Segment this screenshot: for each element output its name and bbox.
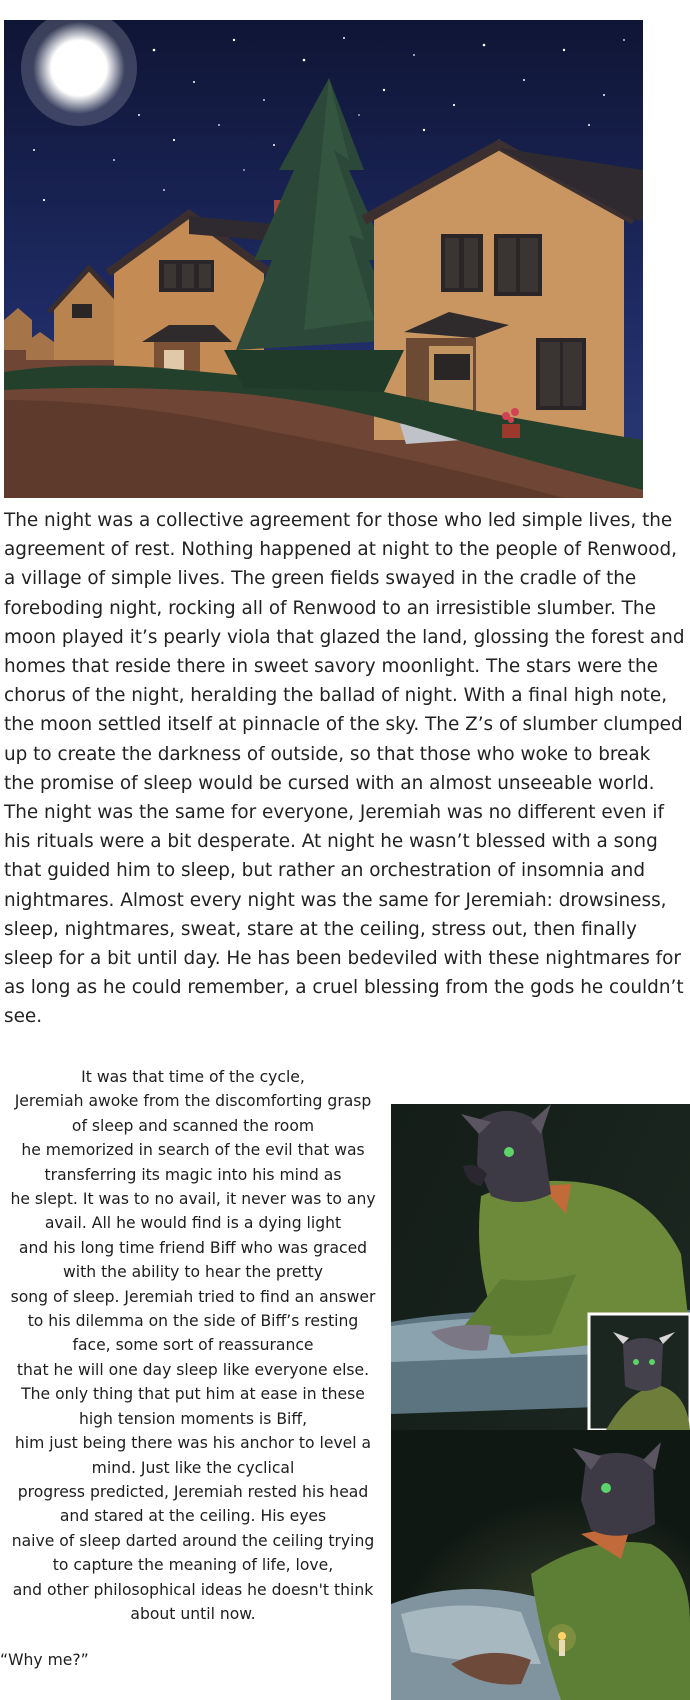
narration-line: and other philosophical ideas he doesn't think (12, 1580, 374, 1599)
narration-line: song of sleep. Jeremiah tried to find an answer (10, 1287, 376, 1306)
narration-line: naive of sleep darted around the ceiling trying (11, 1531, 375, 1550)
closing-quote: “Why me?” (0, 1651, 89, 1669)
narration-line: he slept. It was to no avail, it never was to any (10, 1190, 376, 1209)
narration-line: Jeremiah awoke from the discomforting grasp (14, 1092, 372, 1111)
moon (33, 22, 125, 114)
narration-line: high tension moments is Biff, (78, 1409, 308, 1428)
narration-line: and stared at the ceiling. His eyes (59, 1507, 327, 1526)
narration-line: avail. All he would find is a dying light (44, 1214, 342, 1233)
opening-paragraph (4, 506, 686, 1032)
narration-line: of sleep and scanned the room (71, 1116, 315, 1135)
night-village-illustration (4, 20, 643, 498)
panel-biff-inset (589, 1314, 690, 1430)
narration-line: transferring its magic into his mind as (44, 1165, 342, 1184)
narration-line: It was that time of the cycle, (81, 1068, 305, 1086)
jeremiah-comic-panel (391, 1104, 690, 1700)
narration-line: The only thing that put him at ease in these (21, 1385, 365, 1404)
narration-line: he memorized in search of the evil that was (21, 1141, 365, 1160)
panel-jeremiah-bed (391, 1430, 690, 1700)
centered-narration (0, 1065, 386, 1626)
opening-paragraph-text: The night was a collective agreement for those who led simple lives, the agreement of rest. Nothing happened at night to the people of Renwood, a village of simple lives. The green fields swayed in the cradle of the foreboding night, rocking all of Renwood to an irresistible slumber. The moon played it’s pearly viola that glazed the land, glossing the forest and homes that reside there in sweet savory moonlight. The stars were the chorus of the night, heralding the ballad of night. With a final high note, the moon settled itself at pinnacle of the sky. The Z’s of slumber clumped up to create the darkness of outside, so that those who woke to break the promise of sleep would be cursed with an almost unseeable world. The night was the same for everyone, Jeremiah was no different even if his rituals were a bit desperate. At night he wasn’t blessed with a song that guided him to sleep, but rather an orchestration of insomnia and nightmares. Almost every night was the same for Jeremiah: drowsiness, sleep, nightmares, sweat, stare at the ceiling, stress out, then finally sleep for a bit until day. He has been bedeviled with these nightmares for as long as he could remember, a cruel blessing from the gods he couldn’t see. (4, 510, 685, 1028)
narration-line: with the ability to hear the pretty (63, 1263, 323, 1282)
narration-line: mind. Just like the cyclical (91, 1458, 295, 1477)
narration-line: and his long time friend Biff who was graced (18, 1238, 368, 1257)
narration-line: progress predicted, Jeremiah rested his head (17, 1482, 369, 1501)
narration-line: to capture the meaning of life, love, (52, 1556, 334, 1575)
narration-line: about until now. (130, 1604, 256, 1623)
narration-line: him just being there was his anchor to level a (14, 1434, 372, 1453)
narration-line: to his dilemma on the side of Biff’s resting (27, 1312, 359, 1331)
narration-line: face, some sort of reassurance (72, 1336, 314, 1355)
narration-line: that he will one day sleep like everyone else. (16, 1360, 370, 1379)
